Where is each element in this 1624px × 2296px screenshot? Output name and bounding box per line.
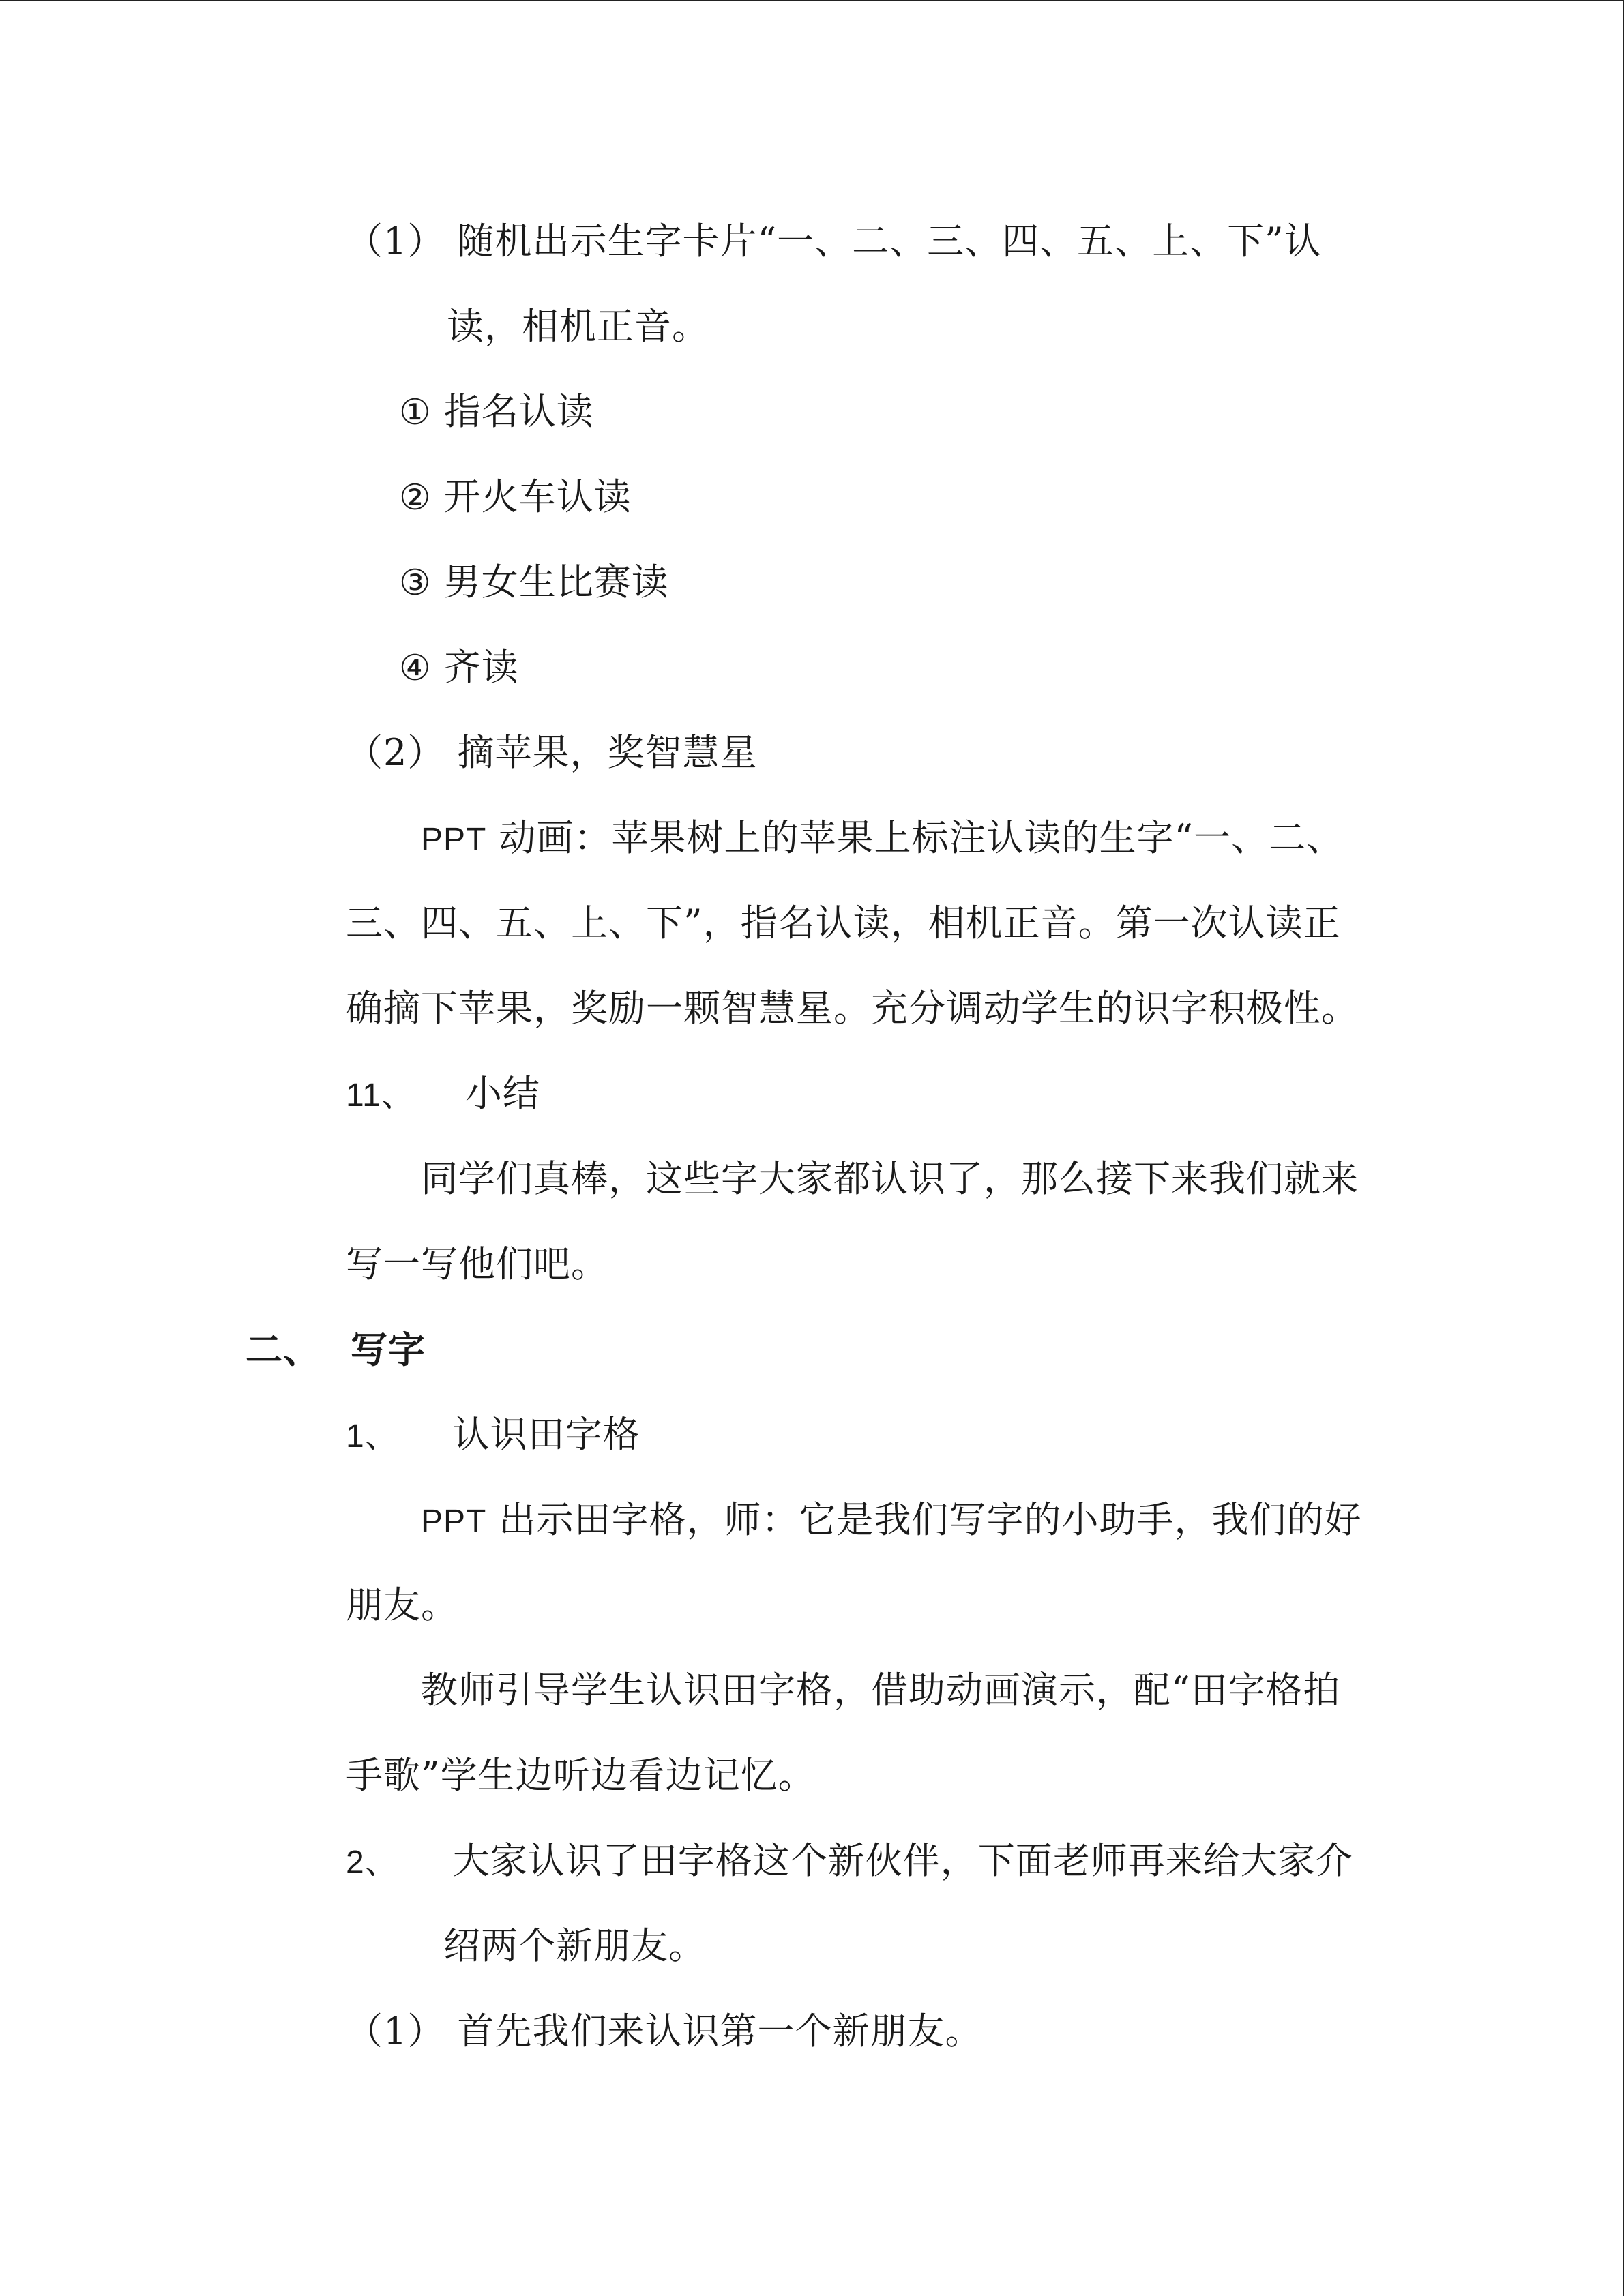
sub-item-3	[399, 561, 669, 603]
sub-item-2-text: 开火车认读	[443, 475, 632, 518]
circled-number-2: ②	[399, 477, 432, 518]
subsection-2-heading	[346, 1839, 1353, 1882]
paragraph-text: 手歌”学生边听边看边记忆。	[346, 1754, 816, 1797]
circled-number-1: ①	[399, 392, 432, 433]
item-1-text: （1） 随机出示生字卡片“一、二、三、四、五、上、下”认	[346, 220, 1322, 263]
tianzige-paragraph-line-2	[346, 1583, 458, 1626]
teacher-paragraph-line-1	[421, 1669, 1341, 1712]
summary-paragraph-line-1	[421, 1157, 1359, 1200]
sub-item-3-text: 男女生比赛读	[443, 561, 669, 603]
paragraph-text: 同学们真棒，这些字大家都认识了，那么接下来我们就来	[421, 1157, 1359, 1200]
subsection-text-cont: 绍两个新朋友。	[443, 1924, 706, 1967]
section-title: 写字	[351, 1328, 426, 1371]
subsection-title: 认识田字格	[452, 1413, 640, 1456]
paragraph-text: 动画：苹果树上的苹果上标注认读的生字“一、二、	[486, 816, 1344, 859]
sub-item-1-text: 指名认读	[443, 390, 594, 433]
section-title: 小结	[464, 1072, 540, 1115]
section-2-heading	[246, 1328, 426, 1371]
ppt-label: PPT	[421, 822, 487, 858]
subsection-1-heading	[346, 1413, 640, 1456]
sub-item-4	[399, 646, 519, 689]
teacher-paragraph-line-2	[346, 1754, 816, 1797]
subsection-text: 大家认识了田字格这个新伙伴，下面老师再来给大家介	[452, 1839, 1353, 1882]
subsection-number: 2、	[346, 1845, 398, 1881]
item-1-line-1	[346, 220, 1322, 263]
paragraph-ppt-animation-line-1	[421, 816, 1344, 859]
circled-number-4: ④	[399, 648, 432, 689]
section-11-heading	[346, 1072, 540, 1115]
paragraph-ppt-animation-line-3	[346, 987, 1359, 1030]
item-2-heading	[346, 731, 758, 774]
paragraph-text: 朋友。	[346, 1583, 458, 1626]
paragraph-text: 三、四、五、上、下”，指名认读，相机正音。第一次认读正	[346, 901, 1341, 944]
tianzige-paragraph-line-1	[421, 1498, 1362, 1541]
item-1-first-friend	[346, 2010, 983, 2053]
sub-item-1	[399, 390, 594, 433]
paragraph-text: 出示田字格，师：它是我们写字的小助手，我们的好	[486, 1498, 1362, 1541]
section-number: 11、	[346, 1077, 415, 1114]
paragraph-text: 确摘下苹果，奖励一颗智慧星。充分调动学生的识字积极性。	[346, 987, 1359, 1030]
ppt-label: PPT	[421, 1504, 487, 1540]
sub-item-4-text: 齐读	[443, 646, 519, 689]
item-text: （1） 首先我们来认识第一个新朋友。	[346, 2010, 983, 2053]
paragraph-ppt-animation-line-2	[346, 901, 1341, 944]
item-2-text: （2） 摘苹果，奖智慧星	[346, 731, 758, 774]
section-number: 二、	[246, 1328, 321, 1371]
circled-number-3: ③	[399, 563, 432, 603]
subsection-number: 1、	[346, 1418, 398, 1455]
subsection-2-line-2	[443, 1924, 706, 1967]
item-1-text-cont: 读，相机正音。	[447, 305, 709, 348]
paragraph-text: 写一写他们吧。	[346, 1242, 608, 1285]
item-1-line-2	[447, 305, 709, 348]
summary-paragraph-line-2	[346, 1242, 608, 1285]
sub-item-2	[399, 475, 632, 518]
paragraph-text: 教师引导学生认识田字格，借助动画演示，配“田字格拍	[421, 1669, 1341, 1712]
